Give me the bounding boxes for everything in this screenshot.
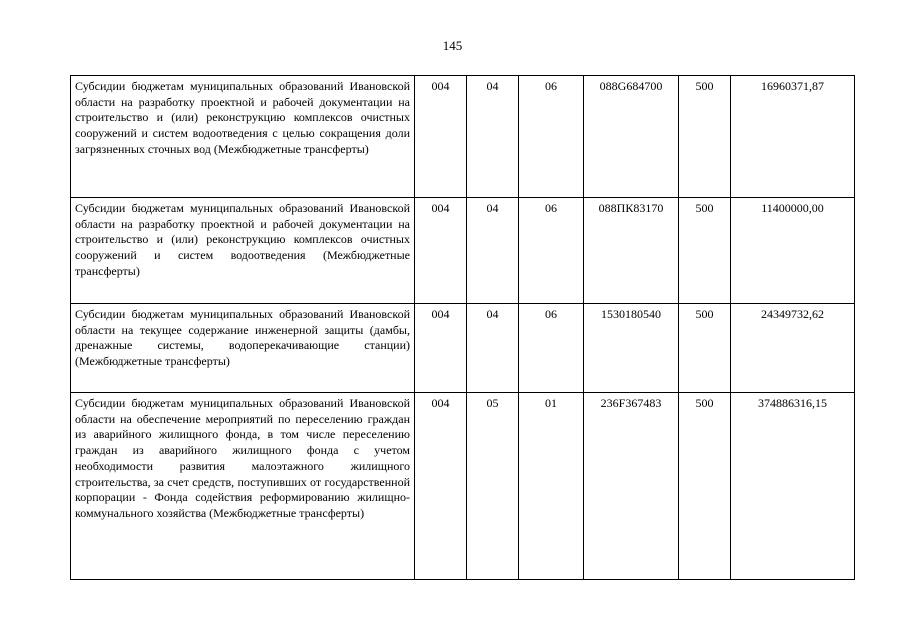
- row-target-article: 088ПК83170: [584, 198, 679, 304]
- row-amount: 16960371,87: [731, 76, 855, 198]
- row-expense-type: 500: [679, 393, 731, 580]
- row-target-article: 088G684700: [584, 76, 679, 198]
- row-description: Субсидии бюджетам муниципальных образований Ивановской области на разработку проектной и рабочей документации на строительство и (или) реконструкцию комплексов очистных сооружений и систем водоотведения (Межбюджетные трансферты): [71, 198, 415, 304]
- table-row: [71, 304, 855, 393]
- row-description: Субсидии бюджетам муниципальных образований Ивановской области на разработку проектной и рабочей документации на строительство и (или) реконструкцию комплексов очистных сооружений и систем водоотведения с целью сокращения доли загрязненных сточных вод (Межбюджетные трансферты): [71, 76, 415, 198]
- table-row: [71, 198, 855, 304]
- page-number: 145: [442, 38, 463, 53]
- row-ministry-code: 004: [415, 304, 467, 393]
- row-expense-type: 500: [679, 198, 731, 304]
- table-row: [71, 76, 855, 198]
- row-subsection-code: 01: [519, 393, 584, 580]
- row-target-article: 236F367483: [584, 393, 679, 580]
- row-amount: 24349732,62: [731, 304, 855, 393]
- row-section-code: 05: [467, 393, 519, 580]
- row-ministry-code: 004: [415, 76, 467, 198]
- row-section-code: 04: [467, 198, 519, 304]
- row-description: Субсидии бюджетам муниципальных образований Ивановской области на текущее содержание инженерной защиты (дамбы, дренажные системы, водоперекачивающие станции) (Межбюджетные трансферты): [71, 304, 415, 393]
- row-section-code: 04: [467, 76, 519, 198]
- row-amount: 11400000,00: [731, 198, 855, 304]
- table-row: [71, 393, 855, 580]
- row-target-article: 1530180540: [584, 304, 679, 393]
- row-section-code: 04: [467, 304, 519, 393]
- row-ministry-code: 004: [415, 198, 467, 304]
- row-expense-type: 500: [679, 76, 731, 198]
- row-expense-type: 500: [679, 304, 731, 393]
- row-subsection-code: 06: [519, 198, 584, 304]
- budget-table: [70, 75, 855, 580]
- row-subsection-code: 06: [519, 76, 584, 198]
- row-subsection-code: 06: [519, 304, 584, 393]
- row-description: Субсидии бюджетам муниципальных образований Ивановской области на обеспечение мероприятий по переселению граждан из аварийного жилищного фонда, в том числе переселению граждан из аварийного жилищного фонда с учетом необходимости развития малоэтажного жилищного строительства, за счет средств, поступивших от государственной корпорации - Фонда содействия реформированию жилищно-коммунального хозяйства (Межбюджетные трансферты): [71, 393, 415, 580]
- row-ministry-code: 004: [415, 393, 467, 580]
- row-amount: 374886316,15: [731, 393, 855, 580]
